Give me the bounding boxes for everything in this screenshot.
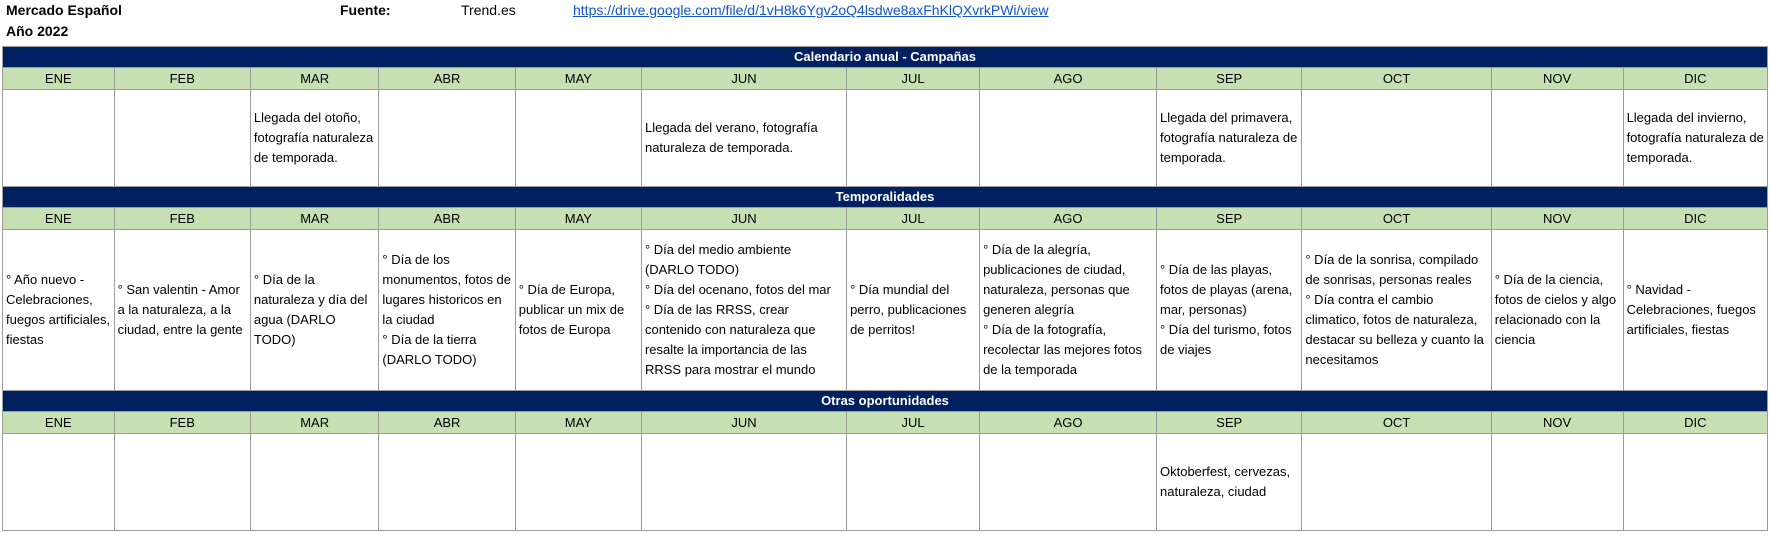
calendar-cell[interactable] [379, 90, 515, 187]
month-header: OCT [1302, 208, 1491, 230]
month-header: JUN [641, 208, 846, 230]
month-header: ENE [3, 412, 115, 434]
month-header: JUL [847, 412, 980, 434]
cell-entry: ° San valentin - Amor a la naturaleza, a la ciudad, entre la gente [117, 282, 243, 337]
sheet-header [0, 0, 1770, 46]
month-header: JUN [641, 68, 846, 90]
calendar-cell[interactable] [1302, 434, 1491, 531]
cell-entry: ° Día de la tierra (DARLO TODO) [382, 332, 477, 367]
calendar-cell[interactable] [3, 434, 115, 531]
cell-entry: ° Día de la sonrisa, compilado de sonrisas, personas reales [1305, 252, 1479, 287]
month-header: AGO [980, 412, 1157, 434]
calendar-cell[interactable] [980, 230, 1157, 391]
month-header: NOV [1491, 208, 1623, 230]
cell-entry: ° Día de la fotografía, recolectar las mejores fotos de la temporada [983, 322, 1143, 377]
campaigns-title-row [3, 47, 1768, 68]
month-header: JUL [847, 68, 980, 90]
cell-entry: ° Día del medio ambiente (DARLO TODO) [644, 242, 792, 277]
month-header: FEB [114, 208, 250, 230]
month-header: DIC [1623, 412, 1767, 434]
calendar-cell[interactable]: Llegada del verano, fotografía naturaleza de temporada. [641, 90, 846, 187]
source-name: Trend.es [461, 2, 516, 18]
cell-entry: ° Día de la naturaleza y día del agua (DARLO TODO) [253, 272, 368, 347]
section-title: Calendario anual - Campañas [3, 47, 1768, 68]
calendar-cell[interactable] [1491, 90, 1623, 187]
cell-entry: ° Navidad - Celebraciones, fuegos artificiales, fiestas [1626, 282, 1756, 337]
month-header: OCT [1302, 68, 1491, 90]
month-header: NOV [1491, 412, 1623, 434]
month-header: OCT [1302, 412, 1491, 434]
calendar-cell[interactable] [1623, 230, 1767, 391]
seasonalities-title-row [3, 187, 1768, 208]
calendar-cell[interactable] [641, 230, 846, 391]
calendar-cell[interactable] [515, 434, 641, 531]
opportunities-month-row [3, 412, 1768, 434]
month-header: ABR [379, 208, 515, 230]
calendar-cell[interactable] [379, 230, 515, 391]
calendar-cell[interactable] [980, 90, 1157, 187]
cell-entry: ° Día del ocenano, fotos del mar [644, 282, 831, 297]
cell-entry: ° Día de las playas, fotos de playas (arena, mar, personas) [1160, 262, 1293, 317]
month-header: AGO [980, 208, 1157, 230]
month-header: FEB [114, 68, 250, 90]
month-header: MAR [250, 412, 378, 434]
section-title: Temporalidades [3, 187, 1768, 208]
campaigns-content-row [3, 90, 1768, 187]
calendar-cell[interactable] [1302, 230, 1491, 391]
month-header: ABR [379, 68, 515, 90]
month-header: SEP [1157, 412, 1302, 434]
month-header: SEP [1157, 68, 1302, 90]
month-header: JUN [641, 412, 846, 434]
campaign-calendar-table [2, 46, 1768, 531]
seasonalities-content-row [3, 230, 1768, 391]
month-header: ENE [3, 208, 115, 230]
calendar-cell[interactable] [1491, 230, 1623, 391]
market-label: Mercado Español [6, 2, 122, 18]
month-header: AGO [980, 68, 1157, 90]
calendar-cell[interactable]: Llegada del invierno, fotografía naturaleza de temporada. [1623, 90, 1767, 187]
calendar-cell[interactable] [1157, 230, 1302, 391]
cell-entry: ° Día del turismo, fotos de viajes [1160, 322, 1292, 357]
month-header: MAR [250, 208, 378, 230]
calendar-cell[interactable] [1491, 434, 1623, 531]
year-label: Año 2022 [6, 23, 69, 39]
calendar-cell[interactable] [114, 230, 250, 391]
month-header: JUL [847, 208, 980, 230]
calendar-cell[interactable] [3, 90, 115, 187]
month-header: ABR [379, 412, 515, 434]
calendar-cell[interactable] [847, 434, 980, 531]
calendar-cell[interactable] [847, 230, 980, 391]
campaigns-month-row [3, 68, 1768, 90]
cell-entry: ° Año nuevo - Celebraciones, fuegos artificiales, fiestas [6, 272, 111, 347]
calendar-cell[interactable]: Oktoberfest, cervezas, naturaleza, ciudad [1157, 434, 1302, 531]
month-header: MAY [515, 208, 641, 230]
source-link[interactable]: https://drive.google.com/file/d/1vH8k6Ygv2oQ4lsdwe8axFhKlQXvrkPWi/view [573, 2, 1049, 18]
source-label: Fuente: [340, 2, 391, 18]
cell-entry: ° Día de las RRSS, crear contenido con naturaleza que resalte la importancia de las RRSS para mostrar el mundo [644, 302, 816, 377]
calendar-cell[interactable] [1623, 434, 1767, 531]
seasonalities-month-row [3, 208, 1768, 230]
cell-entry: ° Día de los monumentos, fotos de lugares historicos en la ciudad [382, 252, 512, 327]
calendar-cell[interactable]: Llegada del otoño, fotografía naturaleza de temporada. [250, 90, 378, 187]
calendar-cell[interactable] [3, 230, 115, 391]
calendar-cell[interactable] [515, 230, 641, 391]
calendar-cell[interactable] [114, 434, 250, 531]
month-header: FEB [114, 412, 250, 434]
cell-entry: ° Día mundial del perro, publicaciones de perritos! [850, 282, 967, 337]
month-header: SEP [1157, 208, 1302, 230]
cell-entry: ° Día de la ciencia, fotos de cielos y algo relacionado con la ciencia [1494, 272, 1617, 347]
cell-entry: ° Día de la alegría, publicaciones de ciudad, naturaleza, personas que generen alegría [983, 242, 1130, 317]
calendar-cell[interactable] [379, 434, 515, 531]
calendar-cell[interactable] [980, 434, 1157, 531]
calendar-cell[interactable] [847, 90, 980, 187]
section-title: Otras oportunidades [3, 391, 1768, 412]
month-header: DIC [1623, 68, 1767, 90]
month-header: ENE [3, 68, 115, 90]
month-header: MAY [515, 412, 641, 434]
month-header: NOV [1491, 68, 1623, 90]
calendar-cell[interactable] [250, 230, 378, 391]
opportunities-title-row [3, 391, 1768, 412]
cell-entry: ° Día de Europa, publicar un mix de fotos de Europa [518, 282, 625, 337]
month-header: MAY [515, 68, 641, 90]
calendar-cell[interactable] [114, 90, 250, 187]
opportunities-content-row [3, 434, 1768, 531]
calendar-cell[interactable] [1302, 90, 1491, 187]
calendar-cell[interactable] [641, 434, 846, 531]
month-header: DIC [1623, 208, 1767, 230]
month-header: MAR [250, 68, 378, 90]
cell-entry: ° Día contra el cambio climatico, fotos de naturaleza, destacar su belleza y cuanto la necesitamos [1305, 292, 1484, 367]
calendar-cell[interactable] [515, 90, 641, 187]
calendar-cell[interactable] [250, 434, 378, 531]
calendar-cell[interactable]: Llegada del primavera, fotografía naturaleza de temporada. [1157, 90, 1302, 187]
